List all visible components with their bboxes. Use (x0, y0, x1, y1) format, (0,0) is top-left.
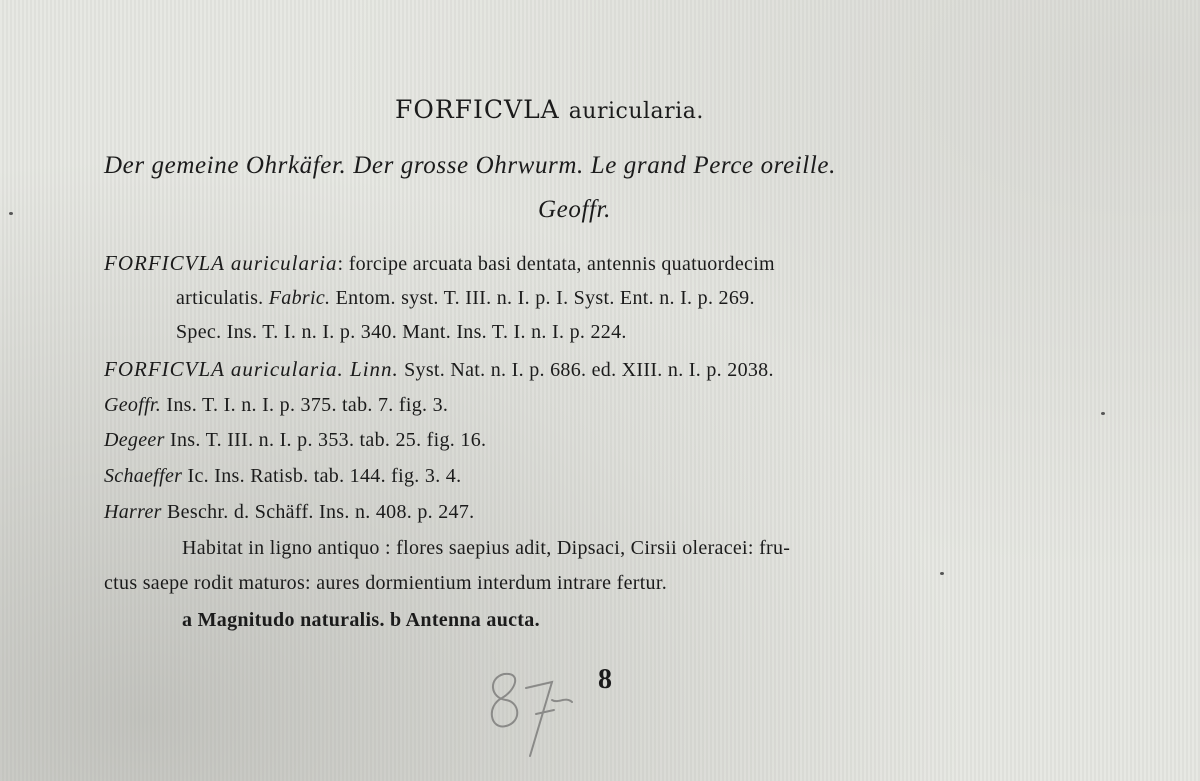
author-name: Schaeffer (104, 465, 183, 487)
diagnosis-text: : forcipe arcuata basi dentata, antennis quatuordecim (337, 253, 775, 275)
paper-speck (940, 572, 944, 575)
citation-text: Syst. Nat. n. I. p. 686. ed. XIII. n. I. p. 2038. (404, 359, 774, 381)
species-name: auricularia. (568, 99, 704, 124)
citation-text: Entom. syst. T. III. n. I. p. I. Syst. Ent. n. I. p. 269. (335, 287, 755, 309)
genus-name: FORFICVLA (395, 95, 560, 124)
paper-speck (9, 212, 13, 215)
habitat-text: Habitat in ligno antiquo : flores saepius adit, Dipsaci, Cirsii oleracei: fru- (182, 537, 791, 559)
synonymy-entry (104, 251, 775, 276)
citation-text: Beschr. d. Schäff. Ins. n. 408. p. 247. (167, 501, 475, 523)
paper-speck (1101, 412, 1105, 415)
common-names-cont: Geoffr. (538, 196, 611, 223)
taxon-name: FORFICVLA auricularia (104, 251, 338, 275)
diagnosis-text: articulatis. (176, 287, 264, 309)
habitat-text-cont: ctus saepe rodit maturos: aures dormientium interdum intrare fertur. (104, 572, 668, 594)
taxon-name: FORFICVLA auricularia. Linn. (104, 357, 399, 381)
handwritten-87-drawing (492, 674, 572, 756)
synonymy-entry-cont: Spec. Ins. T. I. n. I. p. 340. Mant. Ins. T. I. n. I. p. 224. (176, 321, 627, 343)
synonymy-entry-cont (176, 287, 755, 310)
synonymy-entry (104, 465, 461, 488)
synonymy-entry (104, 501, 474, 524)
page-number: 8 (598, 664, 613, 695)
author-name: Fabric. (268, 287, 331, 309)
synonymy-entry (104, 429, 486, 452)
figure-legend: a Magnitudo naturalis. b Antenna aucta. (182, 609, 540, 631)
handwritten-note (482, 660, 582, 765)
synonymy-entry (104, 357, 774, 382)
author-name: Geoffr. (104, 394, 162, 416)
citation-text: Ins. T. III. n. I. p. 353. tab. 25. fig. 16. (169, 429, 487, 451)
citation-text: Ins. T. I. n. I. p. 375. tab. 7. fig. 3. (166, 394, 449, 416)
citation-text: Ic. Ins. Ratisb. tab. 144. fig. 3. 4. (187, 465, 462, 487)
page-title (395, 95, 704, 124)
common-names: Der gemeine Ohrkäfer. Der grosse Ohrwurm. Le grand Perce oreille. (104, 152, 836, 179)
author-name: Degeer (104, 429, 165, 451)
author-name: Harrer (104, 501, 162, 523)
synonymy-entry (104, 394, 448, 417)
